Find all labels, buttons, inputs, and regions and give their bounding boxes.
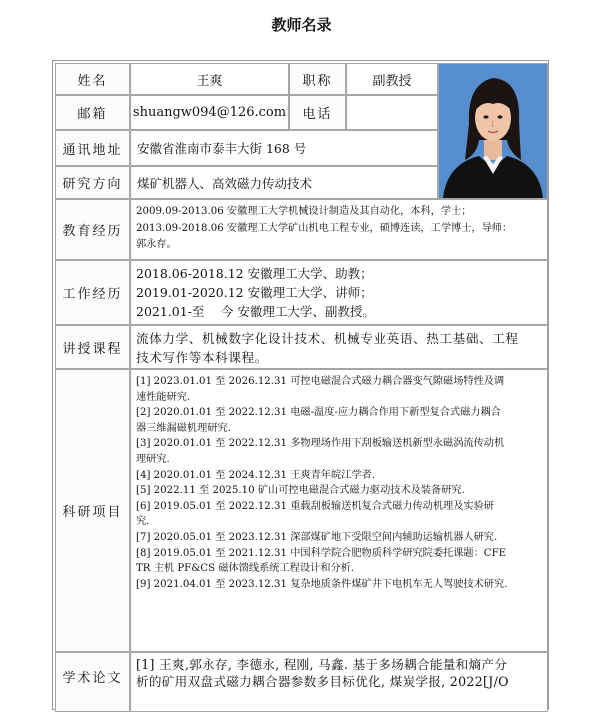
address-label: 通讯地址 [55,130,130,166]
courses-label: 讲授课程 [55,325,130,369]
teacher-profile-table [52,60,549,710]
publication-line: [1] 王爽,郭永存, 李德永, 程刚, 马鑫. 基于多场耦合能量和熵产分 [136,657,508,672]
title-label: 职称 [289,63,346,95]
portrait-photo [438,63,548,199]
education-line: 2009.09-2013.06 安徽理工大学机械设计制造及其自动化，本科，学士； [136,206,472,217]
publications-content [130,652,548,712]
project-item: [5] 2022.11 至 2025.10 矿山可控电磁混合式磁力驱动技术及装备研究. [136,485,465,497]
education-line: 2013.09-2018.06 安徽理工大学矿山机电工程专业，硕博连读，工学博士，导师： [136,222,513,234]
research-value: 煤矿机器人、高效磁力传动技术 [130,166,438,199]
work-line: 2019.01-2020.12 安徽理工大学、讲师； [136,285,373,300]
name-label: 姓名 [55,63,130,95]
publications-label: 学术论文 [55,652,130,712]
work-content [130,260,548,325]
courses-line: 技术写作等本科课程。 [136,349,268,365]
name-value: 王爽 [130,63,289,95]
education-line: 郭永存。 [136,239,177,250]
project-item: [2] 2020.01.01 至 2022.12.31 电磁-温度-应力耦合作用下新型复合式磁力耦合 器三维漏磁机理研究. [136,407,501,434]
portrait-photo-icon [439,64,547,198]
project-item: [8] 2019.05.01 至 2021.12.31 中国科学院合肥物质科学研究院委托课题：CFE TR 主机 PF&CS 磁体馈线系统工程设计和分析. [136,547,507,575]
courses-line: 流体力学、机械数字化设计技术、机械专业英语、热工基础、工程 [136,331,519,346]
page-title: 教师名录 [271,16,332,34]
project-item: [7] 2020.05.01 至 2023.12.31 深部煤矿地下受限空间内辅助运输机器人研究. [136,531,498,543]
phone-value [346,95,438,130]
title-value: 副教授 [346,63,438,95]
projects-content [130,369,548,652]
email-label: 邮箱 [55,95,130,130]
work-line: 2021.01-至 今 安徽理工大学、副教授。 [136,304,375,319]
project-item: [4] 2020.01.01 至 2024.12.31 王爽青年皖江学者. [136,469,375,481]
project-item: [1] 2023.01.01 至 2026.12.31 可控电磁混合式磁力耦合器变气隙磁场特性及调 速性能研究. [136,376,505,403]
projects-label: 科研项目 [55,369,130,652]
email-value: shuangw094@126.com [130,95,289,130]
phone-label: 电话 [289,95,346,130]
courses-content [130,325,548,369]
education-label: 教育经历 [55,199,130,260]
address-value: 安徽省淮南市泰丰大街 168 号 [130,130,438,166]
education-content [130,199,548,260]
work-line: 2018.06-2018.12 安徽理工大学、助教； [136,266,373,281]
work-label: 工作经历 [55,260,130,325]
project-item: [9] 2021.04.01 至 2023.12.31 复杂地质条件煤矿井下电机车无人驾驶技术研究. [136,578,508,590]
publication-line: 析的矿用双盘式磁力耦合器参数多目标优化, 煤炭学报, 2022[J/O [136,674,509,689]
research-label: 研究方向 [55,166,130,199]
project-item: [6] 2019.05.01 至 2022.12.31 重载刮板输送机复合式磁力传动机理及实验研 究. [136,500,494,528]
project-item: [3] 2020.01.01 至 2022.12.31 多物理场作用下刮板输送机新型永磁涡流传动机 理研究. [136,438,505,465]
